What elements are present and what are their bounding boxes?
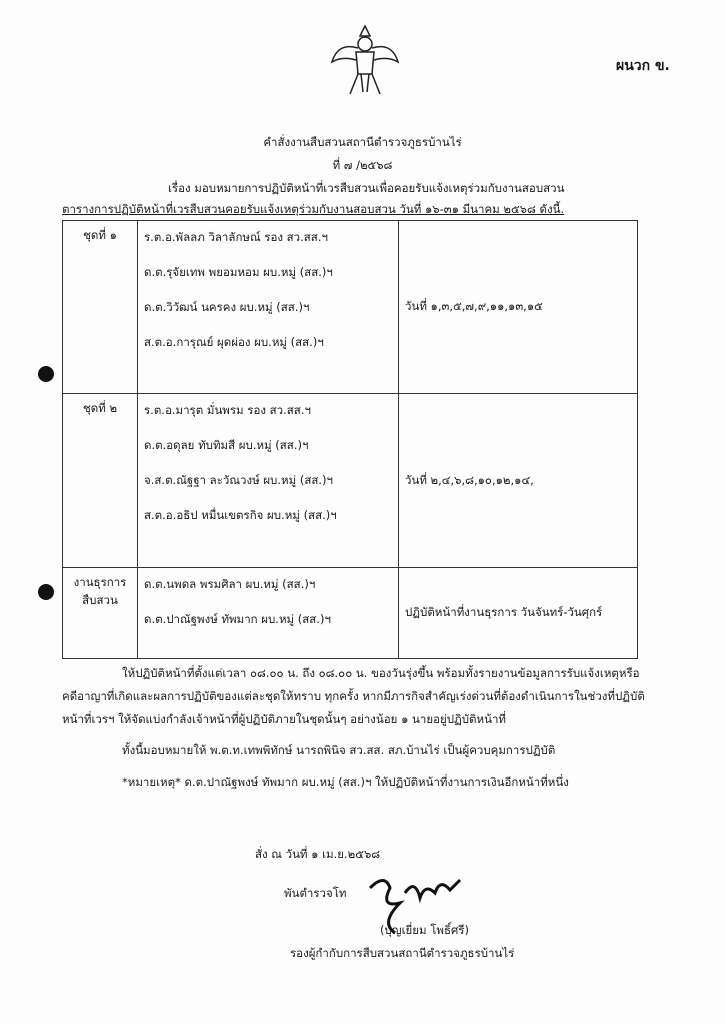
- signer-position: รองผู้กำกับการสืบสวนสถานีตำรวจภูธรบ้านไร่: [290, 946, 515, 960]
- group-cell: ชุดที่ ๑: [63, 221, 138, 394]
- member: ด.ต.รุจัยเทพ พยอมหอม ผบ.หมู่ (สส.)ฯ: [144, 265, 333, 279]
- table-row: [63, 568, 638, 659]
- member: ร.ต.อ.พัลลภ วิลาลักษณ์ รอง สว.สส.ฯ: [144, 230, 328, 244]
- member: ด.ต.นพดล พรมศิลา ผบ.หมู่ (สส.)ฯ: [144, 577, 316, 591]
- table-row: [63, 221, 638, 394]
- note-line: *หมายเหตุ* ด.ต.ปาณัฐพงษ์ ทัพมาก ผบ.หมู่ (สส.)ฯ ให้ปฏิบัติหน้าที่งานการเงินอีกหน้าที่หนึ่ง: [122, 775, 569, 789]
- table-caption: ตารางการปฏิบัติหน้าที่เวรสืบสวนคอยรับแจ้งเหตุร่วมกับงานสอบสวน วันที่ ๑๖-๓๑ มีนาคม ๒๕๖๘ ดังนี้.: [62, 202, 565, 216]
- body-line: คดีอาญาที่เกิดและผลการปฏิบัติของแต่ละชุดให้ทราบ ทุกครั้ง หากมีภารกิจสำคัญเร่งด่วนที่ต้องดำเนินการในช่วงที่ปฏิบัติ: [62, 689, 645, 703]
- supervisor-line: ทั้งนี้มอบหมายให้ พ.ต.ท.เทพพิทักษ์ นารถพินิจ สว.สส. สภ.บ้านไร่ เป็นผู้ควบคุมการปฏิบัติ: [122, 743, 556, 757]
- order-date: สั่ง ณ วันที่ ๑ เม.ย.๒๕๖๘: [255, 847, 381, 861]
- days-cell: วันที่ ๑,๓,๕,๗,๙,๑๑,๑๓,๑๕: [399, 221, 638, 394]
- body-line: ให้ปฏิบัติหน้าที่ตั้งแต่เวลา ๐๘.๐๐ น. ถึง ๐๘.๐๐ น. ของวันรุ่งขึ้น พร้อมทั้งรายงานข้อมูลการรับแจ้งเหตุหรือ: [122, 666, 640, 680]
- annex-label: ผนวก ข.: [616, 58, 670, 74]
- order-org: คำสั่งงานสืบสวนสถานีตำรวจภูธรบ้านไร่: [263, 135, 462, 149]
- days-cell: ปฏิบัติหน้าที่งานธุรการ วันจันทร์-วันศุกร์: [399, 568, 638, 659]
- body-line: หน้าที่เวรฯ ให้จัดแบ่งกำลังเจ้าหน้าที่ผู้ปฏิบัติภายในชุดนั้นๆ อย่างน้อย ๑ นายอยู่ปฏิบัติหน้าที่: [62, 712, 506, 726]
- group-cell: ชุดที่ ๒: [63, 394, 138, 568]
- member: ร.ต.อ.มารุต มั่นพรม รอง สว.สส.ฯ: [144, 403, 311, 417]
- order-number: ที่ ๗ /๒๕๖๘: [332, 158, 393, 172]
- punch-hole: [38, 366, 54, 382]
- garuda-emblem: [328, 22, 402, 100]
- member: ด.ต.วิวัฒน์ นครคง ผบ.หมู่ (สส.)ฯ: [144, 300, 310, 314]
- member: ส.ต.อ.การุณย์ ผุดผ่อง ผบ.หมู่ (สส.)ฯ: [144, 335, 324, 349]
- signer-name: (บุญเยี่ยม โพธิ์ศรี): [380, 923, 469, 937]
- member: ด.ต.ปาณัฐพงษ์ ทัพมาก ผบ.หมู่ (สส.)ฯ: [144, 612, 331, 626]
- days-cell: วันที่ ๒,๔,๖,๘,๑๐,๑๒,๑๔,: [399, 394, 638, 568]
- group-cell: งานธุรการ สืบสวน: [63, 568, 138, 659]
- member: ส.ต.อ.อธิป หมื่นเขตรกิจ ผบ.หมู่ (สส.)ฯ: [144, 508, 337, 522]
- member: จ.ส.ต.ณัฐฐา ละวัณวงษ์ ผบ.หมู่ (สส.)ฯ: [144, 473, 333, 487]
- duty-table: [62, 220, 638, 659]
- table-row: [63, 394, 638, 568]
- punch-hole: [38, 584, 54, 600]
- order-subject: เรื่อง มอบหมายการปฏิบัติหน้าที่เวรสืบสวนเพื่อคอยรับแจ้งเหตุร่วมกับงานสอบสวน: [168, 181, 565, 195]
- member: ด.ต.อดุลย ทับทิมสี ผบ.หมู่ (สส.)ฯ: [144, 438, 309, 452]
- signer-rank: พันตำรวจโท: [284, 886, 347, 900]
